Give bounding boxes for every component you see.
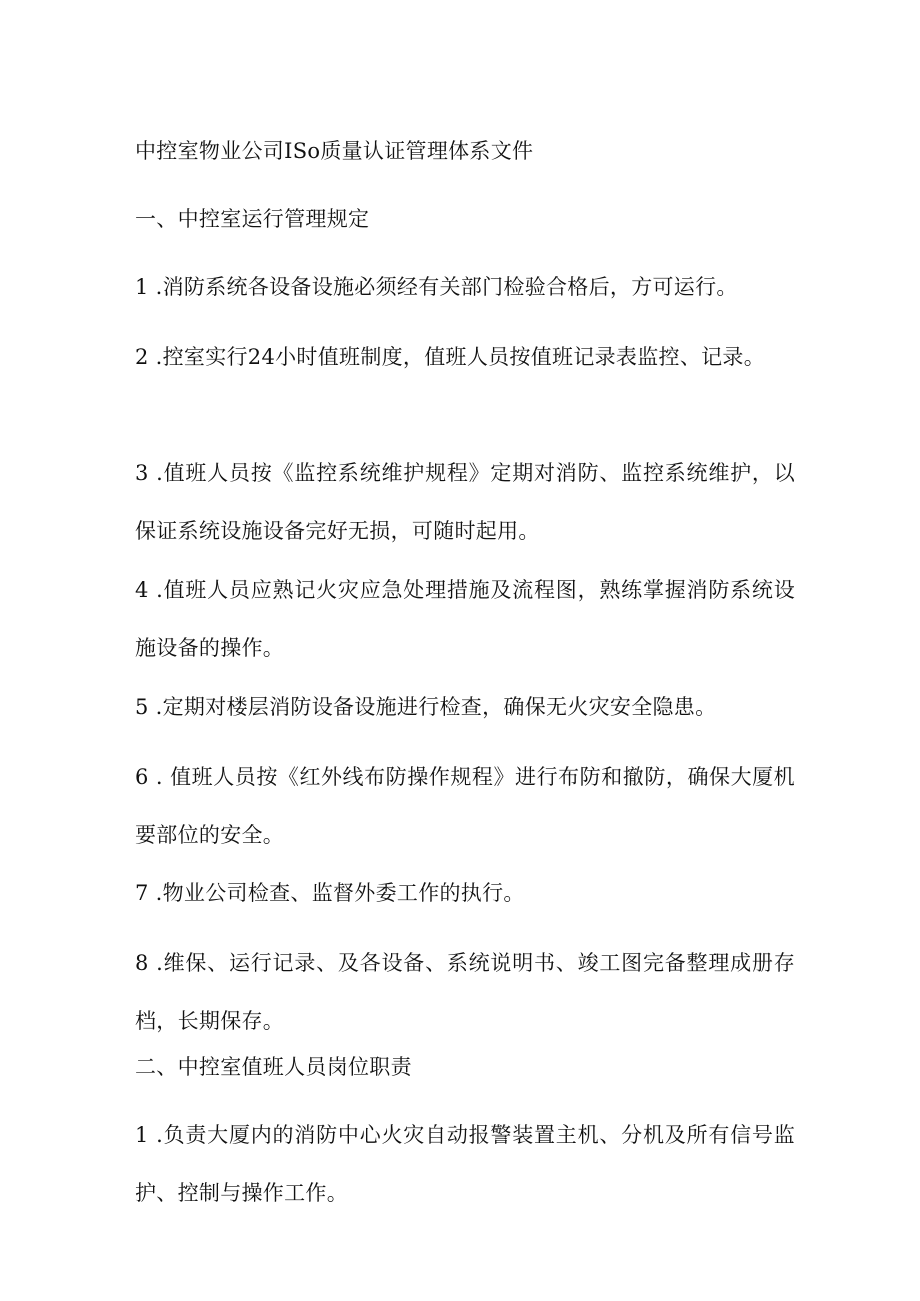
list-item: 8 .维保、运行记录、及各设备、系统说明书、竣工图完备整理成册存档，长期保存。 [135, 951, 795, 1033]
list-item: 4 .值班人员应熟记火灾应急处理措施及流程图，熟练掌握消防系统设施设备的操作。 [135, 578, 795, 660]
list-item: 3 .值班人员按《监控系统维护规程》定期对消防、监控系统维护，以保证系统设施设备完好无损，可随时起用。 [135, 461, 795, 543]
list-item: 2 .控室实行24小时值班制度，值班人员按值班记录表监控、记录。 [135, 345, 766, 369]
document-title: 中控室物业公司ISo质量认证管理体系文件 [135, 139, 534, 163]
section-heading-1: 一、中控室运行管理规定 [135, 207, 370, 231]
list-item: 1 .消防系统各设备设施必须经有关部门检验合格后，方可运行。 [135, 275, 738, 299]
list-item: 7 .物业公司检查、监督外委工作的执行。 [135, 881, 525, 905]
list-item: 6 . 值班人员按《红外线布防操作规程》进行布防和撤防，确保大厦机要部位的安全。 [135, 765, 795, 847]
list-item: 1 .负责大厦内的消防中心火灾自动报警装置主机、分机及所有信号监护、控制与操作工作。 [135, 1123, 795, 1205]
section-heading-2: 二、中控室值班人员岗位职责 [135, 1055, 412, 1079]
list-item: 5 .定期对楼层消防设备设施进行检查，确保无火灾安全隐患。 [135, 695, 717, 719]
